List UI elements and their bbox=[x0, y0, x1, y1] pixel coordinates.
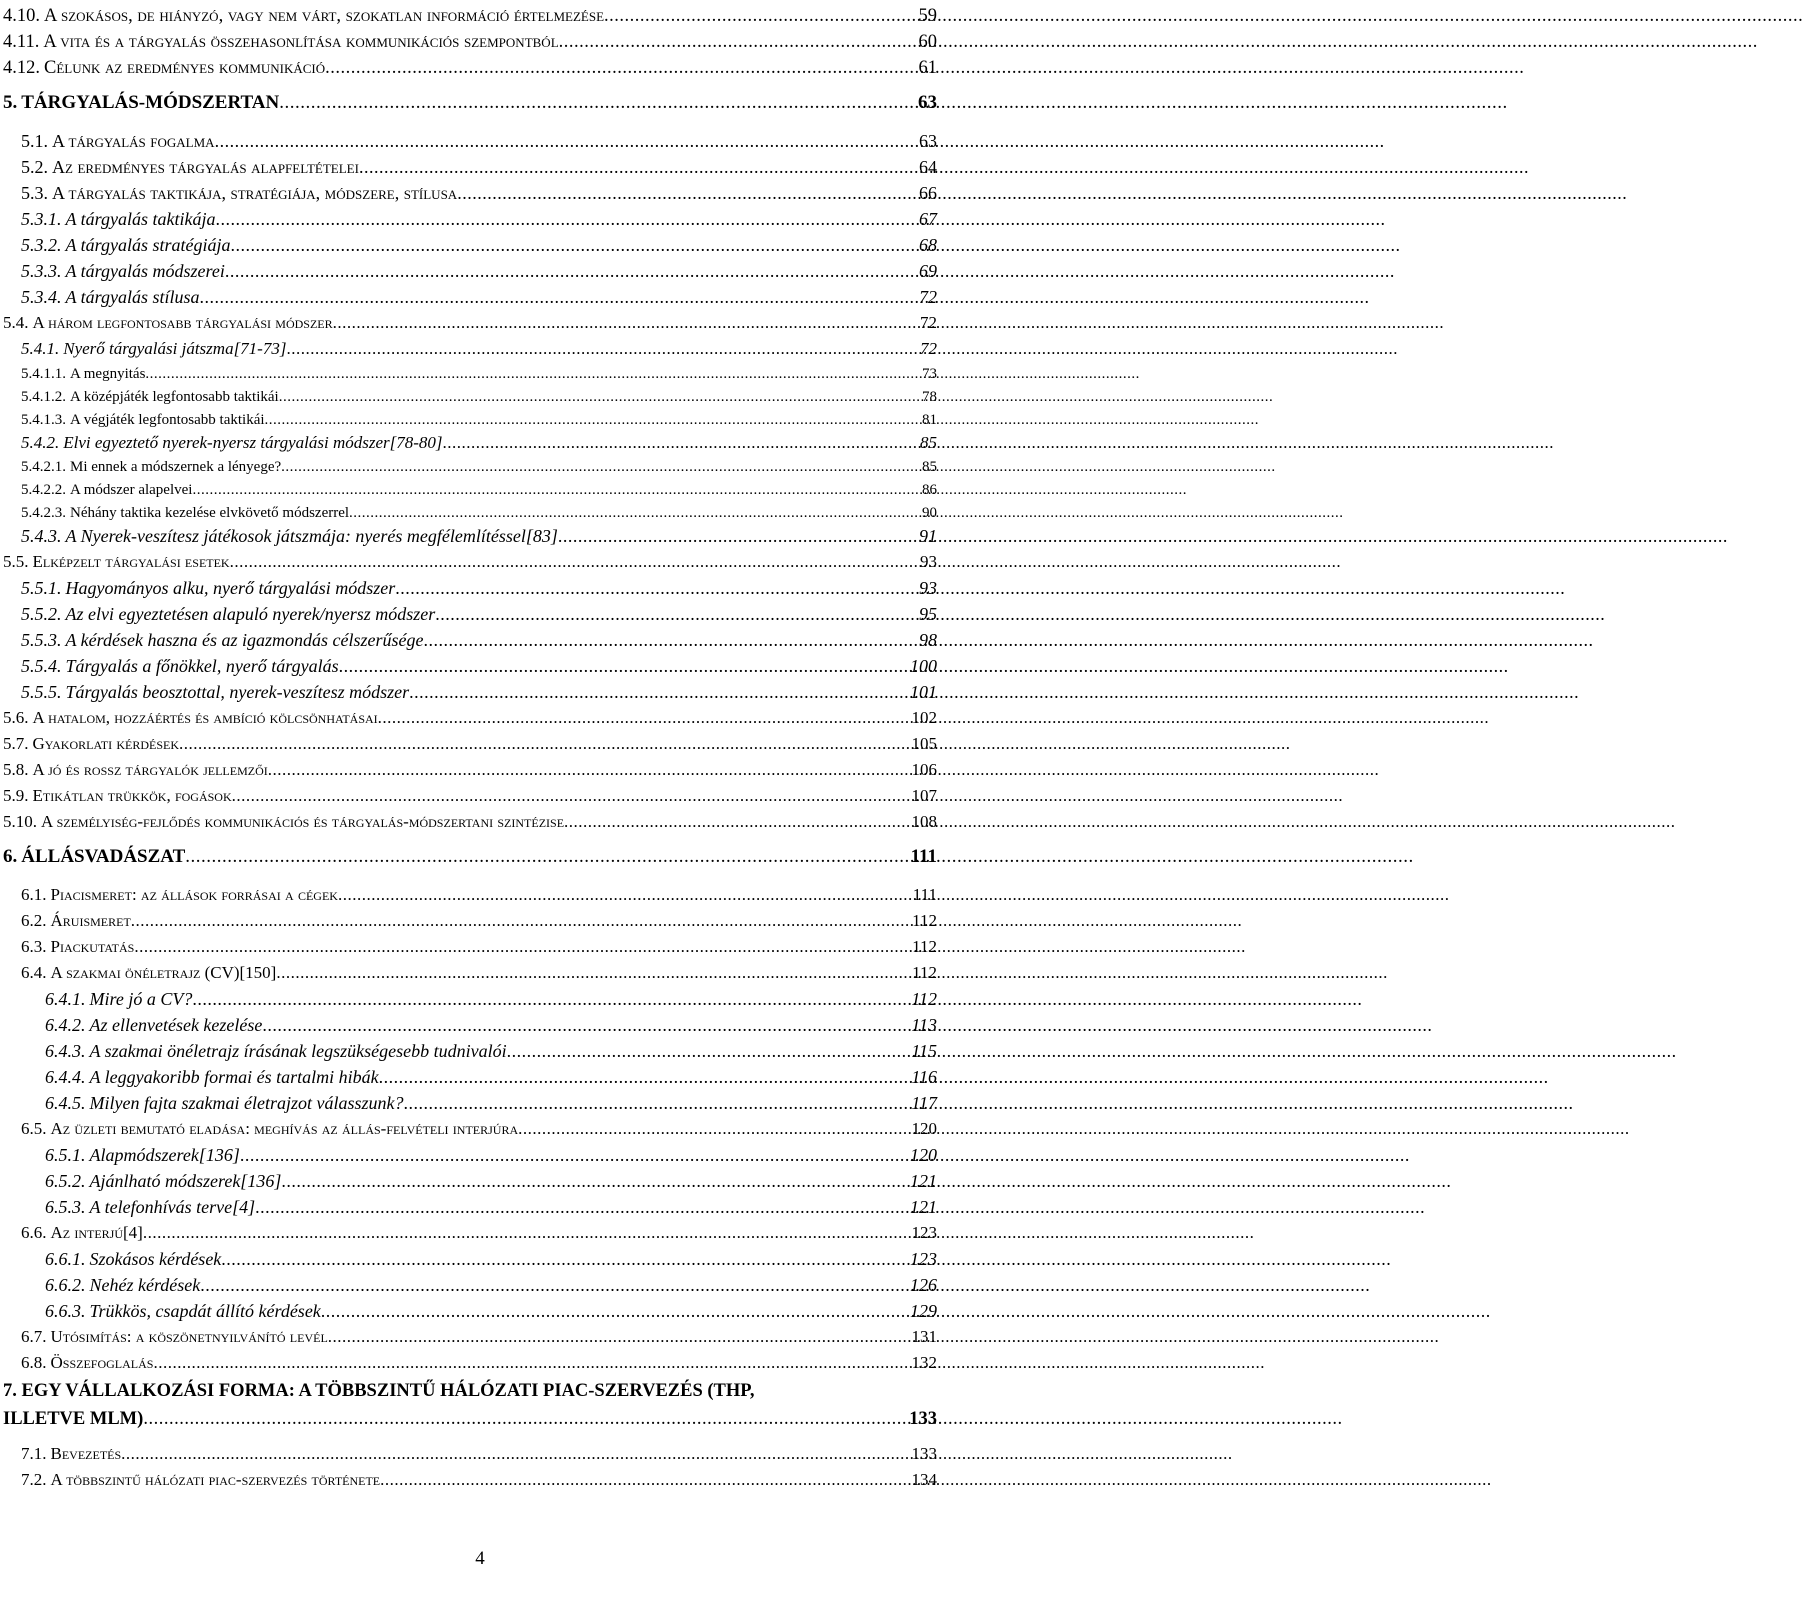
dot-leader bbox=[333, 311, 918, 335]
toc-entry-title: Piackutatás bbox=[50, 937, 135, 956]
dot-leader bbox=[143, 1221, 910, 1245]
dot-leader bbox=[339, 654, 908, 678]
dot-leader bbox=[262, 1013, 909, 1037]
dot-leader bbox=[200, 1273, 908, 1297]
toc-entry[interactable] bbox=[3, 706, 937, 730]
toc-entry-page: 101 bbox=[910, 682, 937, 702]
toc-entry-page: 132 bbox=[911, 1353, 937, 1372]
toc-entry-title: A végjáték legfontosabb taktikái bbox=[70, 412, 265, 428]
toc-entry-title: A megnyitás bbox=[70, 366, 146, 382]
dot-leader bbox=[443, 431, 918, 455]
toc-entry-number: 5.6. bbox=[3, 708, 29, 727]
toc-entry-title: Mi ennek a módszernek a lényege? bbox=[70, 459, 282, 475]
toc-entry-title: A kérdések haszna és az igazmondás célszerűsége bbox=[65, 630, 424, 650]
dot-leader bbox=[518, 1117, 909, 1141]
toc-entry-number: 6.3. bbox=[21, 937, 47, 956]
toc-entry-number: 5.3.4. bbox=[21, 287, 62, 307]
toc-entry-page: 121 bbox=[910, 1197, 937, 1217]
toc-entry-title: Nyerő tárgyalási játszma[71-73] bbox=[63, 339, 287, 358]
toc-entry-number: 6.5. bbox=[21, 1119, 47, 1138]
dot-leader bbox=[279, 387, 920, 407]
toc-entry[interactable] bbox=[45, 1091, 937, 1115]
dot-leader bbox=[230, 550, 918, 574]
toc-heading-line: 7. EGY VÁLLALKOZÁSI FORMA: A TÖBBSZINTŰ HÁLÓZATI PIAC-SZERVEZÉS (THP, bbox=[3, 1381, 755, 1401]
toc-entry-number: 6.4.1. bbox=[45, 989, 86, 1009]
toc-entry-number: 4.12. bbox=[3, 58, 40, 78]
toc-entry-page: 111 bbox=[912, 885, 937, 904]
toc-entry[interactable] bbox=[45, 1065, 937, 1089]
toc-entry[interactable] bbox=[21, 1325, 937, 1349]
dot-leader bbox=[328, 1325, 910, 1349]
toc-entry-title: A vita és a tárgyalás összehasonlítása kommunikációs szempontból bbox=[43, 32, 559, 52]
toc-entry-page: 86 bbox=[922, 482, 937, 498]
toc-entry-page: 111 bbox=[910, 846, 937, 867]
toc-entry-title: Etikátlan trükkök, fogások bbox=[32, 786, 232, 805]
toc-entry-title: Alapmódszerek[136] bbox=[89, 1145, 240, 1165]
toc-entry[interactable] bbox=[21, 628, 937, 652]
toc-entry[interactable] bbox=[3, 91, 937, 115]
toc-entry[interactable] bbox=[21, 1351, 937, 1375]
toc-entry[interactable] bbox=[21, 410, 937, 430]
dot-leader bbox=[380, 1468, 909, 1492]
toc-entry-number: 5.4.1.1. bbox=[21, 366, 66, 382]
toc-entry[interactable] bbox=[21, 909, 937, 933]
toc-entry[interactable] bbox=[21, 480, 937, 500]
toc-entry-page: 123 bbox=[911, 1223, 937, 1242]
toc-entry[interactable] bbox=[21, 1442, 937, 1466]
toc-entry[interactable] bbox=[21, 680, 937, 704]
toc-entry-number: 5.5. bbox=[3, 552, 29, 571]
toc-entry-page: 123 bbox=[910, 1249, 937, 1269]
toc-entry-page: 72 bbox=[920, 313, 937, 332]
toc-entry-page: 116 bbox=[911, 1067, 937, 1087]
toc-entry[interactable] bbox=[21, 457, 937, 477]
dot-leader bbox=[395, 576, 917, 600]
toc-entry-page: 108 bbox=[911, 812, 937, 831]
toc-entry-number: 6.1. bbox=[21, 885, 47, 904]
toc-entry-number: 5.4.1. bbox=[21, 339, 60, 358]
toc-entry-number: 5.4.2. bbox=[21, 433, 60, 452]
toc-entry-page: 64 bbox=[919, 157, 937, 177]
toc-entry[interactable] bbox=[21, 503, 937, 523]
toc-entry-title: A tárgyalás taktikája bbox=[65, 209, 216, 229]
toc-entry-number: 6.4.4. bbox=[45, 1067, 86, 1087]
toc-entry-title: A módszer alapelvei bbox=[70, 482, 193, 498]
toc-entry-number: 6. bbox=[3, 846, 18, 867]
dot-leader bbox=[215, 129, 917, 153]
toc-entry[interactable] bbox=[3, 30, 937, 54]
toc-entry[interactable] bbox=[3, 784, 937, 808]
toc-entry-number: 6.2. bbox=[21, 911, 47, 930]
toc-entry-title: Szokásos kérdések bbox=[89, 1249, 222, 1269]
dot-leader bbox=[232, 784, 910, 808]
toc-entry-title: Összefoglalás bbox=[50, 1353, 154, 1372]
toc-entry-number: 5.4.1.2. bbox=[21, 389, 66, 405]
toc-entry-number: 6.4.5. bbox=[45, 1093, 86, 1113]
dot-leader bbox=[325, 56, 916, 80]
toc-entry[interactable] bbox=[3, 810, 937, 834]
toc-entry-title: ÁLLÁSVADÁSZAT bbox=[21, 846, 186, 867]
toc-entry-number: 5.5.5. bbox=[21, 682, 62, 702]
toc-entry-number: 5.5.3. bbox=[21, 630, 62, 650]
toc-entry[interactable] bbox=[45, 987, 937, 1011]
toc-entry-number: 5.3. bbox=[21, 183, 48, 203]
toc-entry-number: 6.7. bbox=[21, 1327, 47, 1346]
toc-entry-page: 100 bbox=[910, 656, 937, 676]
toc-entry-title: Bevezetés bbox=[50, 1444, 122, 1463]
toc-entry-title: ILLETVE MLM) bbox=[3, 1409, 144, 1429]
toc-entry-title: Elképzelt tárgyalási esetek bbox=[32, 552, 230, 571]
toc-entry-page: 85 bbox=[922, 459, 937, 475]
toc-entry-number: 5.7. bbox=[3, 734, 29, 753]
toc-entry[interactable] bbox=[45, 1273, 937, 1297]
toc-entry-number: 5.2. bbox=[21, 157, 48, 177]
toc-entry[interactable] bbox=[21, 155, 937, 179]
toc-entry-title: A leggyakoribb formai és tartalmi hibák bbox=[89, 1067, 379, 1087]
toc-entry[interactable] bbox=[45, 1247, 937, 1271]
toc-entry[interactable] bbox=[21, 181, 937, 205]
toc-entry[interactable] bbox=[3, 758, 937, 782]
toc-entry-title: Célunk az eredményes kommunikáció bbox=[44, 58, 326, 78]
toc-entry-title: Trükkös, csapdát állító kérdések bbox=[89, 1301, 321, 1321]
toc-entry-page: 115 bbox=[911, 1041, 937, 1061]
toc-entry-page: 131 bbox=[911, 1327, 937, 1346]
dot-leader bbox=[379, 1065, 910, 1089]
dot-leader bbox=[558, 524, 917, 548]
dot-leader bbox=[507, 1039, 910, 1063]
toc-entry-number: 6.6. bbox=[21, 1223, 47, 1242]
toc-entry-title: Piacismeret: az állások forrásai a cégek bbox=[50, 885, 338, 904]
toc-entry[interactable] bbox=[21, 602, 937, 626]
dot-leader bbox=[604, 4, 916, 28]
dot-leader bbox=[281, 457, 920, 477]
dot-leader bbox=[409, 680, 908, 704]
toc-entry-page: 69 bbox=[919, 261, 937, 281]
toc-entry[interactable] bbox=[21, 431, 937, 455]
toc-entry-page: 98 bbox=[919, 630, 937, 650]
toc-entry-title: Tárgyalás a főnökkel, nyerő tárgyalás bbox=[65, 656, 339, 676]
toc-entry-page: 72 bbox=[919, 287, 937, 307]
toc-entry-page: 113 bbox=[911, 1015, 937, 1035]
toc-entry[interactable] bbox=[3, 4, 937, 28]
dot-leader bbox=[359, 155, 917, 179]
dot-leader bbox=[185, 845, 908, 869]
toc-entry-number: 5.9. bbox=[3, 786, 29, 805]
toc-entry-page: 106 bbox=[911, 760, 937, 779]
toc-entry-page: 91 bbox=[919, 526, 937, 546]
toc-entry-number: 6.5.2. bbox=[45, 1171, 86, 1191]
toc-entry-title: A három legfontosabb tárgyalási módszer bbox=[32, 313, 333, 332]
dot-leader bbox=[268, 758, 910, 782]
toc-entry-title: Nehéz kérdések bbox=[89, 1275, 201, 1295]
toc-entry-page: 61 bbox=[918, 58, 937, 78]
dot-leader bbox=[564, 810, 909, 834]
toc-entry-page: 81 bbox=[922, 412, 937, 428]
toc-entry-page: 133 bbox=[909, 1409, 937, 1429]
dot-leader bbox=[559, 30, 917, 54]
toc-entry[interactable] bbox=[21, 364, 937, 384]
dot-leader bbox=[255, 1195, 908, 1219]
dot-leader bbox=[378, 706, 910, 730]
toc-entry-title: Az elvi egyeztetésen alapuló nyerek/nyersz módszer bbox=[65, 604, 436, 624]
toc-entry[interactable] bbox=[45, 1143, 937, 1167]
toc-entry[interactable] bbox=[3, 845, 937, 869]
dot-leader bbox=[192, 480, 920, 500]
toc-entry-title: Mire jó a CV? bbox=[89, 989, 193, 1009]
toc-entry-number: 6.5.3. bbox=[45, 1197, 86, 1217]
toc-entry[interactable] bbox=[21, 129, 937, 153]
dot-leader bbox=[276, 961, 910, 985]
toc-entry[interactable] bbox=[21, 387, 937, 407]
toc-entry-title: TÁRGYALÁS-MÓDSZERTAN bbox=[21, 92, 280, 113]
toc-entry[interactable] bbox=[21, 935, 937, 959]
toc-entry-title: Tárgyalás beosztottal, nyerek-veszítesz módszer bbox=[65, 682, 410, 702]
dot-leader bbox=[134, 935, 910, 959]
toc-entry-number: 5.4.2.2. bbox=[21, 482, 66, 498]
dot-leader bbox=[216, 207, 918, 231]
toc-entry[interactable] bbox=[21, 883, 937, 907]
toc-entry-number: 5.8. bbox=[3, 760, 29, 779]
dot-leader bbox=[457, 181, 917, 205]
toc-entry-title: Milyen fajta szakmai életrajzot válasszunk? bbox=[89, 1093, 404, 1113]
toc-entry-page: 102 bbox=[911, 708, 937, 727]
dot-leader bbox=[281, 1169, 908, 1193]
dot-leader bbox=[153, 1351, 909, 1375]
toc-entry-page: 67 bbox=[919, 209, 937, 229]
toc-entry-title: A szokásos, de hiányzó, vagy nem várt, szokatlan információ értelmezése bbox=[44, 6, 605, 26]
toc-entry[interactable] bbox=[45, 1013, 937, 1037]
toc-entry-page: 112 bbox=[912, 911, 937, 930]
toc-entry[interactable] bbox=[45, 1195, 937, 1219]
dot-leader bbox=[131, 909, 910, 933]
toc-entry[interactable] bbox=[21, 654, 937, 678]
toc-entry-number: 5.3.1. bbox=[21, 209, 62, 229]
dot-leader bbox=[231, 233, 917, 257]
toc-entry-title: A tárgyalás módszerei bbox=[65, 261, 225, 281]
dot-leader bbox=[145, 364, 920, 384]
toc-entry[interactable] bbox=[45, 1039, 937, 1063]
dot-leader bbox=[349, 503, 920, 523]
toc-entry-number: 5.4.3. bbox=[21, 526, 62, 546]
toc-entry-number: 4.11. bbox=[3, 32, 40, 52]
toc-entry[interactable] bbox=[21, 207, 937, 231]
toc-entry-title: Az eredményes tárgyalás alapfeltételei bbox=[52, 157, 359, 177]
toc-entry-title: A szakmai önéletrajz (CV)[150] bbox=[50, 963, 277, 982]
toc-entry-page: 120 bbox=[910, 1145, 937, 1165]
dot-leader bbox=[225, 259, 917, 283]
toc-entry[interactable] bbox=[21, 233, 937, 257]
toc-entry-title: A tárgyalás taktikája, stratégiája, módszere, stílusa bbox=[52, 183, 458, 203]
toc-entry-title: Gyakorlati kérdések bbox=[32, 734, 180, 753]
toc-entry-number: 6.6.3. bbox=[45, 1301, 86, 1321]
toc-entry-page: 66 bbox=[919, 183, 937, 203]
toc-entry-page: 129 bbox=[910, 1301, 937, 1321]
dot-leader bbox=[143, 1407, 907, 1431]
dot-leader bbox=[240, 1143, 908, 1167]
dot-leader bbox=[192, 987, 909, 1011]
toc-entry-page: 120 bbox=[911, 1119, 937, 1138]
toc-entry-page: 90 bbox=[922, 505, 937, 521]
toc-entry-number: 6.6.2. bbox=[45, 1275, 86, 1295]
toc-entry[interactable] bbox=[21, 576, 937, 600]
toc-entry-page: 72 bbox=[920, 339, 937, 358]
toc-entry-title: A tárgyalás stílusa bbox=[65, 287, 200, 307]
dot-leader bbox=[321, 1299, 908, 1323]
toc-entry-number: 7.2. bbox=[21, 1470, 47, 1489]
toc-entry-page: 59 bbox=[918, 6, 937, 26]
toc-entry-number: 5.4. bbox=[3, 313, 29, 332]
toc-entry[interactable] bbox=[21, 524, 937, 548]
toc-entry-title: A hatalom, hozzáértés és ambíció kölcsönhatásai bbox=[32, 708, 378, 727]
dot-leader bbox=[423, 628, 917, 652]
toc-entry[interactable] bbox=[21, 285, 937, 309]
toc-entry-number: 5.4.2.1. bbox=[21, 459, 66, 475]
toc-entry-number: 5.10. bbox=[3, 812, 37, 831]
toc-entry-title: A Nyerek-veszítesz játékosok játszmája: nyerés megfélemlítéssel[83] bbox=[65, 526, 558, 546]
dot-leader bbox=[265, 410, 920, 430]
toc-entry-page: 133 bbox=[911, 1444, 937, 1463]
toc-entry-page: 112 bbox=[912, 963, 937, 982]
toc-entry-page: 117 bbox=[911, 1093, 937, 1113]
toc-entry-title: Az üzleti bemutató eladása: meghívás az állás-felvételi interjúra bbox=[50, 1119, 519, 1138]
toc-entry-number: 5.5.2. bbox=[21, 604, 62, 624]
toc-entry-page: 126 bbox=[910, 1275, 937, 1295]
toc-entry-title: Hagyományos alku, nyerő tárgyalási módszer bbox=[65, 578, 396, 598]
toc-entry[interactable] bbox=[21, 1468, 937, 1492]
toc-entry-page: 93 bbox=[919, 578, 937, 598]
toc-entry-title: A középjáték legfontosabb taktikái bbox=[70, 389, 279, 405]
toc-entry[interactable] bbox=[3, 732, 937, 756]
toc-entry-number: 5.5.1. bbox=[21, 578, 62, 598]
toc-entry-number: 5.4.1.3. bbox=[21, 412, 66, 428]
toc-entry-title: A tárgyalás fogalma bbox=[52, 131, 215, 151]
toc-entry-title: A többszintű hálózati piac-szervezés története bbox=[50, 1470, 381, 1489]
toc-entry-title: A tárgyalás stratégiája bbox=[65, 235, 231, 255]
toc-entry[interactable] bbox=[3, 550, 937, 574]
toc-entry-number: 5. bbox=[3, 92, 18, 113]
toc-entry-title: A szakmai önéletrajz írásának legszükségesebb tudnivalói bbox=[89, 1041, 507, 1061]
toc-entry-title: Elvi egyeztető nyerek-nyersz tárgyalási módszer[78-80] bbox=[63, 433, 443, 452]
toc-entry[interactable] bbox=[21, 1221, 937, 1245]
toc-entry-number: 6.8. bbox=[21, 1353, 47, 1372]
toc-entry-page: 63 bbox=[918, 92, 937, 113]
dot-leader bbox=[403, 1091, 909, 1115]
toc-entry-number: 5.4.2.3. bbox=[21, 505, 66, 521]
toc-entry-page: 73 bbox=[922, 366, 937, 382]
toc-entry-number: 5.5.4. bbox=[21, 656, 62, 676]
toc-entry-title: A telefonhívás terve[4] bbox=[89, 1197, 256, 1217]
toc-entry-page: 112 bbox=[912, 937, 937, 956]
toc-entry-page: 93 bbox=[920, 552, 937, 571]
toc-entry-page: 85 bbox=[920, 433, 937, 452]
toc-entry-number: 5.1. bbox=[21, 131, 48, 151]
toc-entry-title: Az interjú[4] bbox=[50, 1223, 143, 1242]
dot-leader bbox=[435, 602, 917, 626]
dot-leader bbox=[221, 1247, 908, 1271]
toc-entry-title: Az ellenvetések kezelése bbox=[89, 1015, 263, 1035]
toc-entry-number: 5.3.2. bbox=[21, 235, 62, 255]
dot-leader bbox=[179, 732, 909, 756]
toc-entry-title: Ajánlható módszerek[136] bbox=[89, 1171, 282, 1191]
toc-entry-page: 68 bbox=[919, 235, 937, 255]
toc-entry[interactable] bbox=[21, 961, 937, 985]
toc-entry-page: 60 bbox=[918, 32, 937, 52]
toc-entry-number: 5.3.3. bbox=[21, 261, 62, 281]
toc-entry-page: 134 bbox=[911, 1470, 937, 1489]
dot-leader bbox=[121, 1442, 909, 1466]
toc-entry[interactable] bbox=[21, 337, 937, 361]
dot-leader bbox=[200, 285, 917, 309]
toc-entry-page: 95 bbox=[919, 604, 937, 624]
toc-entry-page: 78 bbox=[922, 389, 937, 405]
dot-leader bbox=[286, 337, 918, 361]
toc-entry-title: A jó és rossz tárgyalók jellemzői bbox=[32, 760, 268, 779]
toc-entry-number: 7.1. bbox=[21, 1444, 47, 1463]
toc-entry-page: 105 bbox=[911, 734, 937, 753]
toc-entry-number: 4.10. bbox=[3, 6, 40, 26]
toc-entry-title: Utósimítás: a köszönetnyilvánító levél bbox=[50, 1327, 328, 1346]
toc-entry-number: 6.4.2. bbox=[45, 1015, 86, 1035]
toc-entry-number: 6.6.1. bbox=[45, 1249, 86, 1269]
dot-leader bbox=[279, 91, 916, 115]
toc-entry-title: A személyiség-fejlődés kommunikációs és tárgyalás-módszertani szintézise bbox=[41, 812, 565, 831]
toc-entry-number: 6.4. bbox=[21, 963, 47, 982]
toc-entry-title: Néhány taktika kezelése elvkövető módszerrel bbox=[70, 505, 350, 521]
toc-entry-number: 6.4.3. bbox=[45, 1041, 86, 1061]
toc-entry-page: 112 bbox=[911, 989, 937, 1009]
dot-leader bbox=[338, 883, 911, 907]
toc-entry-title: Áruismeret bbox=[50, 911, 131, 930]
toc-entry-page: 121 bbox=[910, 1171, 937, 1191]
toc-entry[interactable] bbox=[45, 1299, 937, 1323]
toc-entry[interactable] bbox=[3, 56, 937, 80]
toc-entry[interactable] bbox=[45, 1169, 937, 1193]
toc-entry[interactable] bbox=[3, 311, 937, 335]
page-number: 4 bbox=[475, 1548, 485, 1569]
toc-entry[interactable] bbox=[21, 259, 937, 283]
toc-entry[interactable] bbox=[21, 1117, 937, 1141]
toc-entry[interactable] bbox=[3, 1407, 937, 1431]
toc-entry-number: 6.5.1. bbox=[45, 1145, 86, 1165]
toc-entry-page: 63 bbox=[919, 131, 937, 151]
toc-entry-page: 107 bbox=[911, 786, 937, 805]
